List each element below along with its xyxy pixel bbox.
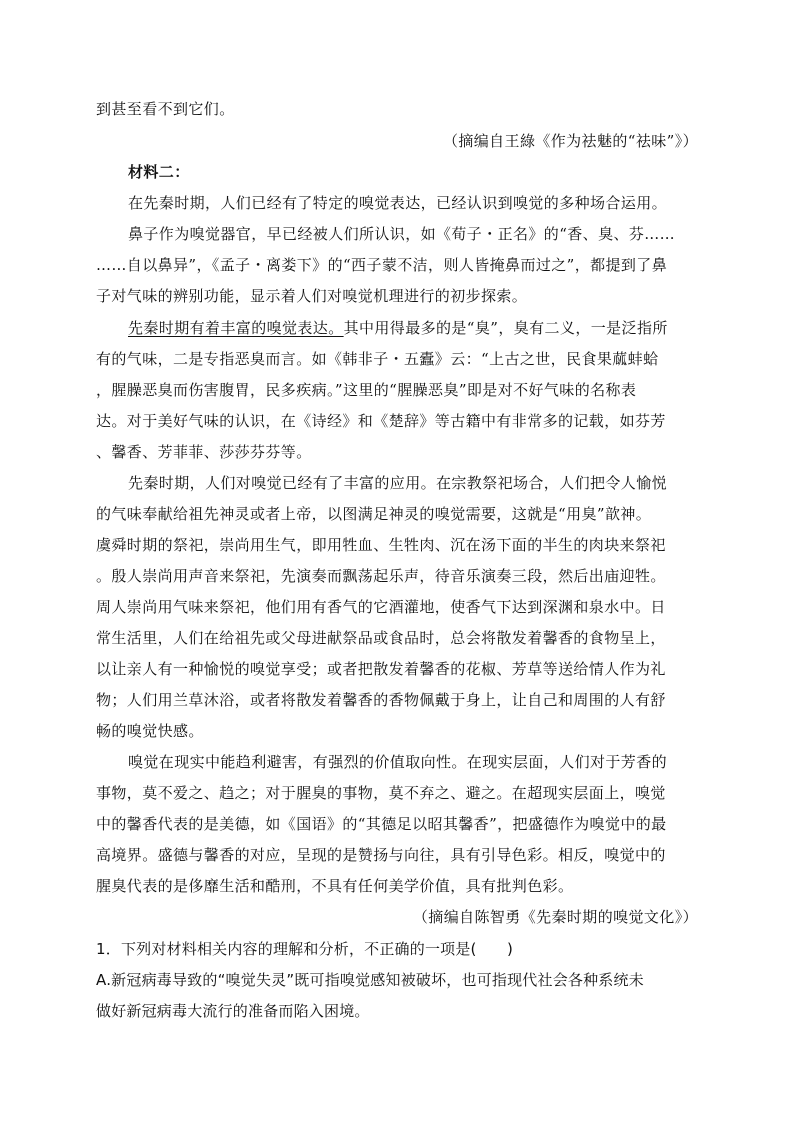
option-a-line-2: 做好新冠病毒大流行的准备而陷入困境。 (96, 1002, 370, 1020)
paragraph-3-line-2: 有的气味，二是专指恶臭而言。如《韩非子・五蠹》云：“上古之世，民食果蓏蚌蛤 (96, 350, 659, 368)
paragraph-5-line-3: 中的馨香代表的是美德，如《国语》的“其德足以昭其馨香”，把盛德作为嗅觉中的最 (96, 815, 667, 833)
section-heading-material-2: 材料二： (128, 163, 190, 181)
question-1: 1．下列对材料相关内容的理解和分析，不正确的一项是( ) (96, 940, 514, 958)
paragraph-5-line-4: 高境界。盛德与馨香的对应，呈现的是赞扬与向往，具有引导色彩。相反，嗅觉中的 (96, 846, 666, 864)
paragraph-4-line-6: 常生活里，人们在给祖先或父母进献祭品或食品时，总会将散发着馨香的食物呈上， (96, 629, 666, 647)
underlined-key-sentence: 先秦时期有着丰富的嗅觉表达。 (128, 319, 344, 337)
paragraph-5-line-1: 嗅觉在现实中能趋利避害，有强烈的价值取向性。在现实层面，人们对于芳香的 (128, 753, 668, 771)
paragraph-4-line-2: 的气味奉献给祖先神灵或者上帝，以图满足神灵的嗅觉需要，这就是“用臭”歆神。 (96, 505, 652, 523)
paragraph-2-line-1: 鼻子作为嗅觉器官，早已经被人们所认识，如《荀子・正名》的“香、臭、芬…… (128, 225, 676, 243)
paragraph-3-line-1-rest: 其中用得最多的是“臭”，臭有二义，一是泛指所 (343, 319, 668, 337)
paragraph-5-line-2: 事物，莫不爱之、趋之；对于腥臭的事物，莫不弃之、避之。在超现实层面上，嗅觉 (96, 784, 666, 802)
paragraph-4-line-1: 先秦时期，人们对嗅觉已经有了丰富的应用。在宗教祭祀场合，人们把令人愉悦 (128, 474, 668, 492)
paragraph-2-line-3: 子对气味的辨别功能，显示着人们对嗅觉机理进行的初步探索。 (96, 287, 528, 305)
paragraph-4-line-9: 畅的嗅觉快感。 (96, 722, 204, 740)
paragraph-3-line-4: 达。对于美好气味的认识，在《诗经》和《楚辞》等古籍中有非常多的记载，如芬芳 (96, 412, 666, 430)
source-citation-1: （摘编自王綠《作为祛魅的“祛味”》） (442, 132, 698, 150)
paragraph-4-line-3: 虞舜时期的祭祀，崇尚用生气，即用牲血、生牲肉、沉在汤下面的半生的肉块来祭祀 (96, 536, 666, 554)
paragraph-3-line-5: 、馨香、芳菲菲、莎莎芬芬等。 (96, 443, 312, 461)
paragraph-3-line-1 (128, 318, 698, 338)
paragraph-4-line-8: 物；人们用兰草沐浴，或者将散发着馨香的香物佩戴于身上，让自己和周围的人有舒 (96, 691, 666, 709)
paragraph-4-line-7: 以让亲人有一种愉悦的嗅觉享受；或者把散发着馨香的花椒、芳草等送给情人作为礼 (96, 660, 666, 678)
paragraph-3-line-3: ，腥臊恶臭而伤害腹胃，民多疾病。”这里的“腥臊恶臭”即是对不好气味的名称表 (96, 381, 637, 399)
source-citation-2: （摘编自陈智勇《先秦时期的嗅觉文化》） (412, 908, 698, 926)
paragraph-2-line-2: ……自以鼻异”，《孟子・离娄下》的“西子蒙不洁，则人皆掩鼻而过之”，都提到了鼻 (96, 256, 668, 274)
paragraph-5-line-5: 腥臭代表的是侈靡生活和酷刑，不具有任何美学价值，具有批判色彩。 (96, 877, 574, 895)
paragraph-4-line-5: 周人崇尚用气味来祭祀，他们用有香气的它酒灌地，使香气下达到深渊和泉水中。日 (96, 598, 666, 616)
paragraph-1: 在先秦时期，人们已经有了特定的嗅觉表达，已经认识到嗅觉的多种场合运用。 (128, 194, 668, 212)
option-a-line-1: A.新冠病毒导致的“嗅觉失灵”既可指嗅觉感知被破坏，也可指现代社会各种系统未 (96, 971, 644, 989)
paragraph-continuation: 到甚至看不到它们。 (96, 100, 235, 118)
paragraph-4-line-4: 。殷人崇尚用声音来祭祀，先演奏而飘荡起乐声，待音乐演奏三段，然后出庙迎牲。 (96, 567, 666, 585)
